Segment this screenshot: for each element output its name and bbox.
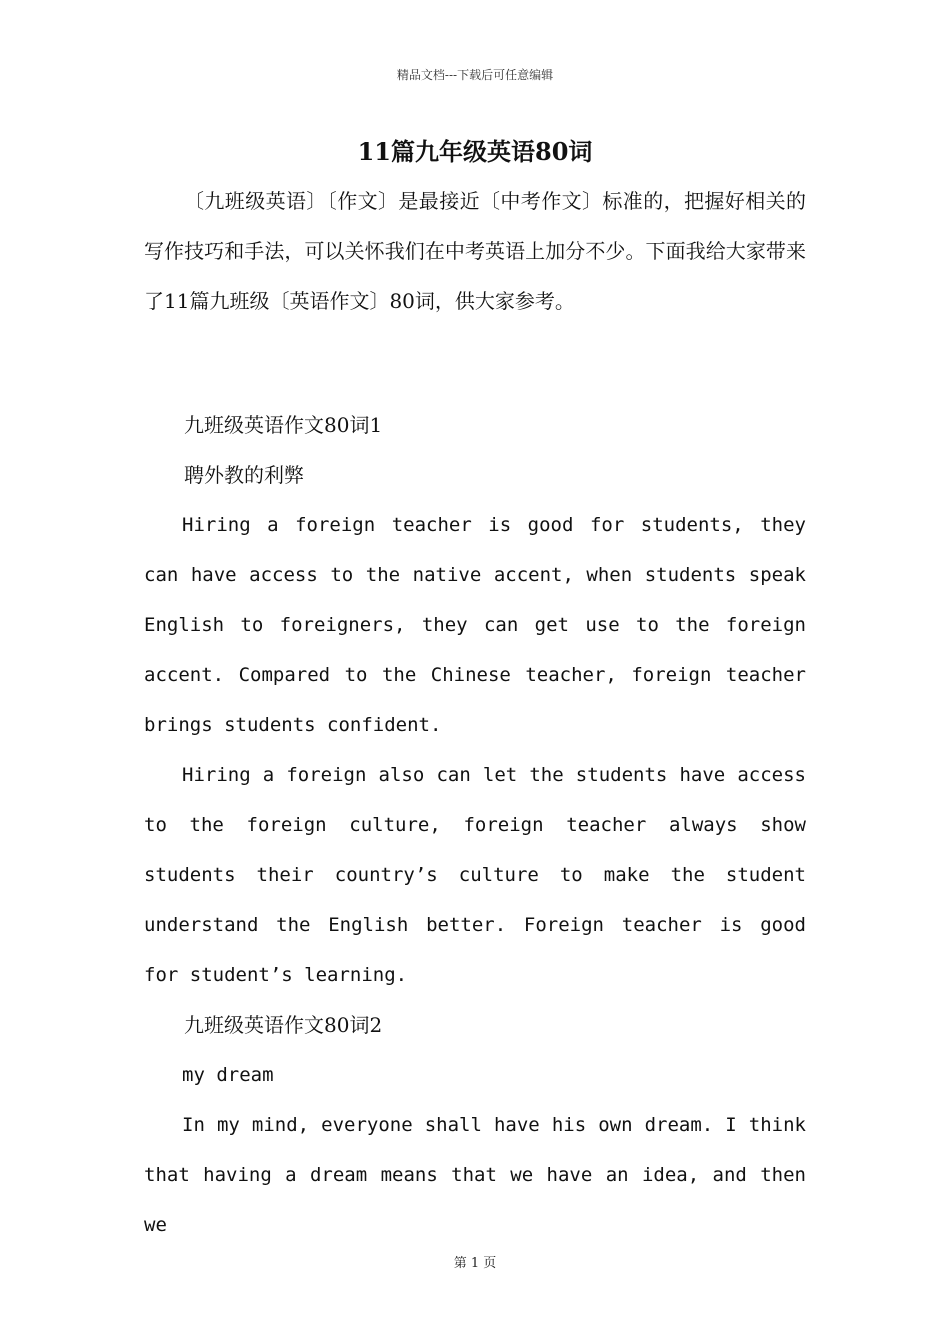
essay-1-paragraph-1: Hiring a foreign teacher is good for students, they can have access to the native accent, when students speak English to foreigners, they can get use to the foreign accent. Compared to the Chinese teacher, foreign teacher brings students confident. <box>144 514 806 736</box>
intro-paragraph: 〔九班级英语〕〔作文〕是最接近〔中考作文〕标准的，把握好相关的写作技巧和手法，可以关怀我们在中考英语上加分不少。下面我给大家带来了11篇九班级〔英语作文〕80词，供大家参考。 <box>144 189 806 313</box>
essay-2-subtitle: my dream <box>182 1064 274 1086</box>
page-number: 第 1 页 <box>453 1256 497 1271</box>
document-title: 11篇九年级英语80词 <box>357 137 593 166</box>
essay-1-paragraph-2: Hiring a foreign also can let the students have access to the foreign culture, foreign teacher always show students their country’s culture to make the student understand the English better. Foreign teacher is good for student’s learning. <box>144 764 806 986</box>
essays-section <box>144 400 806 1250</box>
intro-section <box>144 176 806 326</box>
essay-2-paragraph-1: In my mind, everyone shall have his own dream. I think that having a dream means that we have an idea, and then we <box>144 1114 806 1236</box>
essay-1-heading: 九班级英语作文80词1 <box>184 413 383 437</box>
page-header: 精品文档---下载后可任意编辑 <box>396 68 554 82</box>
essay-2-heading: 九班级英语作文80词2 <box>184 1013 383 1037</box>
essay-1-subtitle: 聘外教的利弊 <box>184 463 304 487</box>
